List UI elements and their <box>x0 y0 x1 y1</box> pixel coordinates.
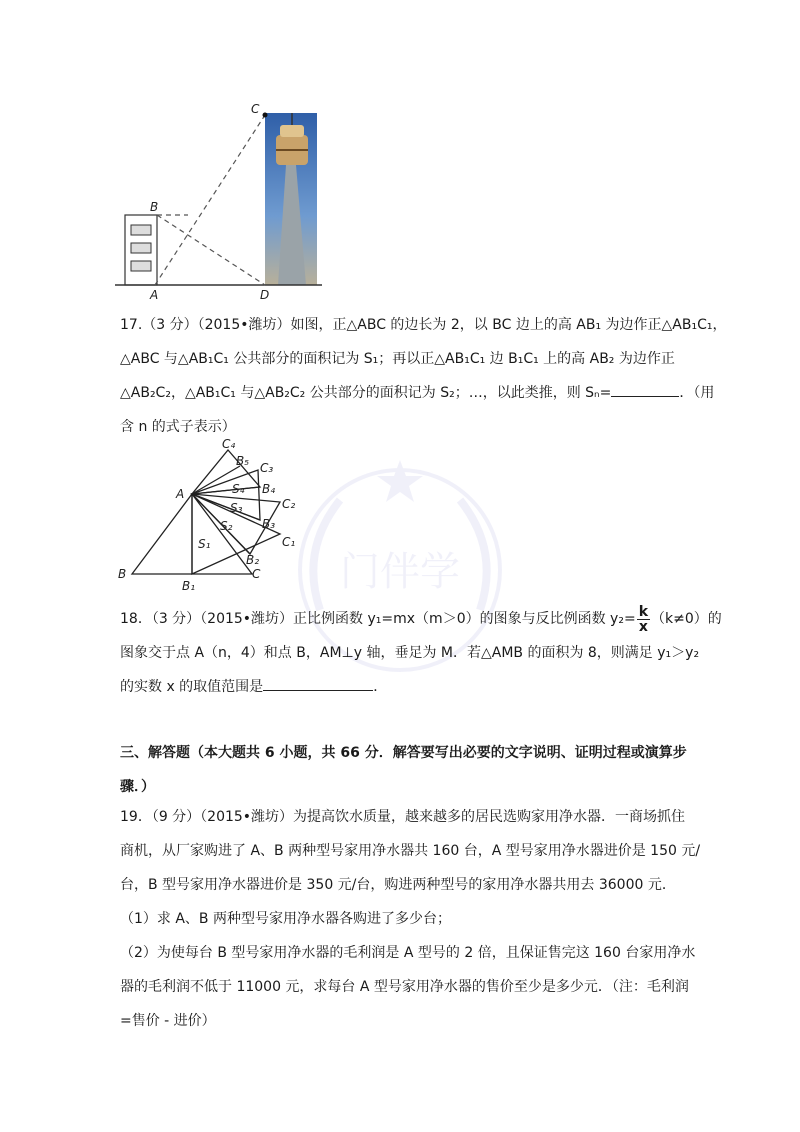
section-3-line-1: 三、解答题（本大题共 6 小题，共 66 分．解答要写出必要的文字说明、证明过程或演算步 <box>120 745 687 761</box>
figure-triangles <box>110 432 310 592</box>
q19-line-2: 商机，从厂家购进了 A、B 两种型号家用净水器共 160 台，A 型号家用净水器进价是 150 元/ <box>120 843 701 859</box>
q19-sub-2-line-2: 器的毛利润不低于 11000 元，求每台 A 型号家用净水器的售价至少是多少元．（注：毛利润 <box>120 979 689 995</box>
label-c1: C₁ <box>282 535 296 549</box>
label-d: D <box>260 288 270 302</box>
question-17 <box>120 308 727 444</box>
label-b4: B₄ <box>262 482 276 496</box>
q18-line-1: 18．（3 分）（2015•潍坊）正比例函数 y₁=mx（m＞0）的图象与反比例函数 y₂= $\frac{k}{x}$ （k≠0）的 <box>120 603 722 635</box>
label-s1: S₁ <box>198 537 211 551</box>
label-b3: B₃ <box>262 517 276 531</box>
label-a: A <box>176 487 185 501</box>
label-s2: S₂ <box>220 519 233 533</box>
q18-line-3: 的实数 x 的取值范围是 ． <box>120 670 690 704</box>
q17-line-2: △ABC 与△AB₁C₁ 公共部分的面积记为 S₁；再以正△AB₁C₁ 边 B₁C₁ 上的高 AB₂ 为边作正 <box>120 351 675 367</box>
label-b: B <box>118 567 127 581</box>
label-b1: B₁ <box>182 579 196 592</box>
label-c: C <box>251 102 260 116</box>
question-18 <box>120 602 722 704</box>
label-s3: S₃ <box>230 501 243 515</box>
q19-line-1: 19．（9 分）（2015•潍坊）为提高饮水质量，越来越多的居民选购家用净水器．一商场抓住 <box>120 809 686 825</box>
label-a: A <box>150 288 159 302</box>
q19-sub-1: （1）求 A、B 两种型号家用净水器各购进了多少台； <box>120 911 451 927</box>
q19-line-3: 台，B 型号家用净水器进价是 350 元/台，购进两种型号的家用净水器共用去 36000 元． <box>120 877 676 893</box>
label-b2: B₂ <box>246 553 260 567</box>
label-b: B <box>150 200 159 214</box>
answer-blank-18[interactable] <box>263 676 373 691</box>
label-c: C <box>252 567 261 581</box>
q18-line-2: 图象交于点 A（n，4）和点 B，AM⊥y 轴，垂足为 M．若△AMB 的面积为 8，则满足 y₁＞y₂ <box>120 645 700 661</box>
fraction-k-over-x: $\frac{k}{x}$ <box>638 603 648 635</box>
q19-sub-2-line-3: =售价 - 进价） <box>120 1013 216 1029</box>
question-19 <box>120 800 701 1038</box>
q17-line-1: 17.（3 分）（2015•潍坊）如图，正△ABC 的边长为 2，以 BC 边上的高 AB₁ 为边作正△AB₁C₁， <box>120 317 727 333</box>
q19-sub-2-line-1: （2）为使每台 B 型号家用净水器的毛利润是 A 型号的 2 倍，且保证售完这 160 台家用净水 <box>120 945 696 961</box>
watermark-text: 门伴学 <box>340 549 460 595</box>
label-b5: B₅ <box>236 454 250 468</box>
label-c2: C₂ <box>282 497 296 511</box>
answer-blank-17[interactable] <box>611 382 679 397</box>
label-c4: C₄ <box>222 437 236 451</box>
section-3-heading <box>120 736 690 804</box>
label-s4: S₄ <box>232 482 245 496</box>
label-c3: C₃ <box>260 461 274 475</box>
q17-line-3: △AB₂C₂，△AB₁C₁ 与△AB₂C₂ 公共部分的面积记为 S₂；…，以此类推，则 Sₙ= ．（用 <box>120 376 690 410</box>
section-3-line-2: 骤．） <box>120 779 155 795</box>
q17-line-4: 含 n 的式子表示） <box>120 419 236 435</box>
figure-tower <box>110 95 330 305</box>
